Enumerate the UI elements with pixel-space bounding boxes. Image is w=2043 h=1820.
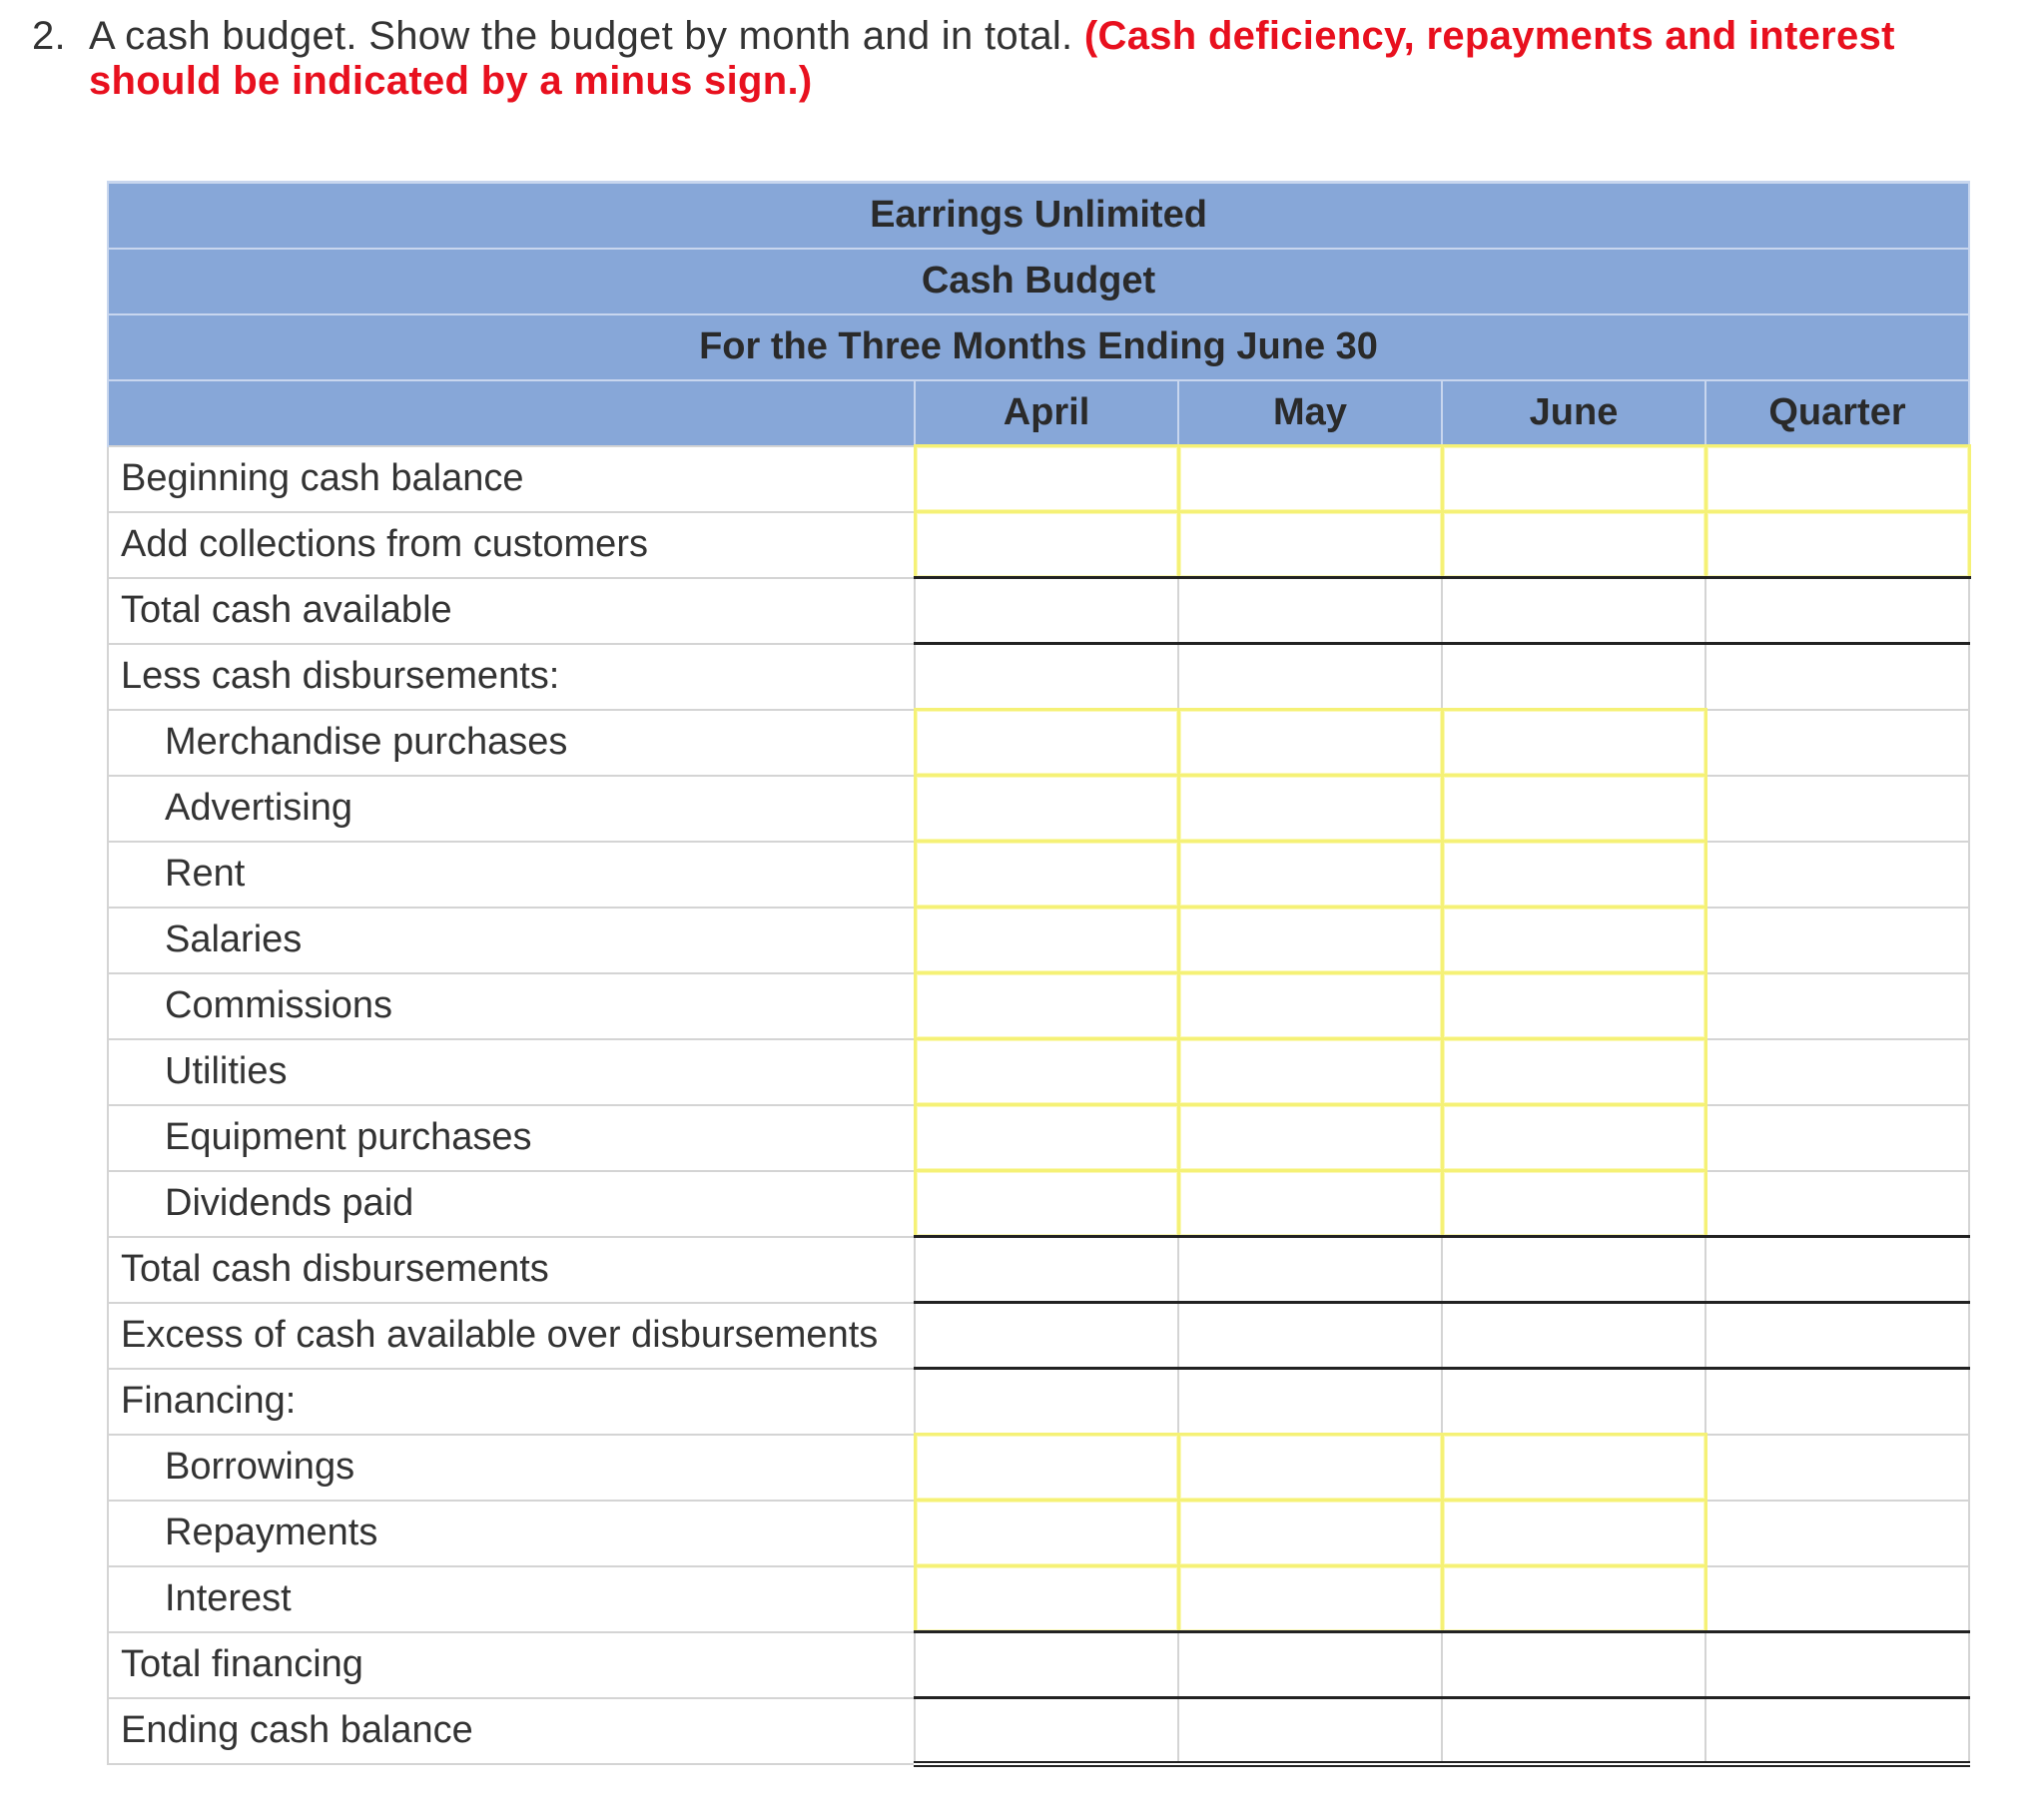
computed-cell-june (1442, 1369, 1705, 1435)
computed-cell-june (1442, 1303, 1705, 1369)
input-cell-june[interactable] (1442, 973, 1705, 1039)
computed-cell-quarter (1705, 578, 1969, 644)
row-label: Rent (108, 842, 915, 908)
table-row (108, 1435, 1969, 1501)
table-row (108, 578, 1969, 644)
input-cell-quarter[interactable] (1705, 446, 1969, 512)
column-header-june: June (1442, 380, 1705, 446)
computed-cell-quarter (1705, 1566, 1969, 1632)
input-cell-june[interactable] (1442, 446, 1705, 512)
computed-cell-quarter (1705, 1039, 1969, 1105)
input-cell-april[interactable] (915, 1171, 1178, 1237)
computed-cell-quarter (1705, 1237, 1969, 1303)
computed-cell-quarter (1705, 1435, 1969, 1501)
input-cell-quarter[interactable] (1705, 512, 1969, 578)
row-label: Utilities (108, 1039, 915, 1105)
input-cell-april[interactable] (915, 776, 1178, 842)
input-cell-june[interactable] (1442, 1501, 1705, 1566)
computed-cell-april (915, 1698, 1178, 1764)
input-cell-may[interactable] (1178, 512, 1442, 578)
input-cell-may[interactable] (1178, 973, 1442, 1039)
column-header-may: May (1178, 380, 1442, 446)
table-row (108, 512, 1969, 578)
input-cell-may[interactable] (1178, 1566, 1442, 1632)
table-row (108, 1171, 1969, 1237)
input-cell-april[interactable] (915, 1039, 1178, 1105)
input-cell-june[interactable] (1442, 1039, 1705, 1105)
budget-title: Cash Budget (108, 249, 1969, 314)
input-cell-may[interactable] (1178, 1171, 1442, 1237)
company-name: Earrings Unlimited (108, 183, 1969, 249)
computed-cell-may (1178, 1632, 1442, 1698)
cash-budget-table (107, 181, 1971, 1767)
table-row (108, 1303, 1969, 1369)
question-prompt: A cash budget. Show the budget by month and in total. (89, 14, 1073, 58)
computed-cell-quarter (1705, 1303, 1969, 1369)
input-cell-may[interactable] (1178, 776, 1442, 842)
computed-cell-may (1178, 1369, 1442, 1435)
input-cell-june[interactable] (1442, 1435, 1705, 1501)
input-cell-april[interactable] (915, 1501, 1178, 1566)
row-label: Beginning cash balance (108, 446, 915, 512)
row-label: Merchandise purchases (108, 710, 915, 776)
computed-cell-april (915, 1303, 1178, 1369)
column-header-april: April (915, 380, 1178, 446)
computed-cell-june (1442, 1698, 1705, 1764)
column-header-blank (108, 380, 915, 446)
computed-cell-quarter (1705, 1171, 1969, 1237)
input-cell-april[interactable] (915, 908, 1178, 973)
table-row (108, 446, 1969, 512)
input-cell-june[interactable] (1442, 512, 1705, 578)
computed-cell-quarter (1705, 1698, 1969, 1764)
computed-cell-quarter (1705, 1501, 1969, 1566)
input-cell-june[interactable] (1442, 908, 1705, 973)
budget-period: For the Three Months Ending June 30 (108, 314, 1969, 380)
input-cell-june[interactable] (1442, 1566, 1705, 1632)
computed-cell-quarter (1705, 973, 1969, 1039)
computed-cell-quarter (1705, 842, 1969, 908)
row-label: Repayments (108, 1501, 915, 1566)
computed-cell-quarter (1705, 908, 1969, 973)
input-cell-june[interactable] (1442, 1105, 1705, 1171)
row-label: Salaries (108, 908, 915, 973)
input-cell-may[interactable] (1178, 842, 1442, 908)
input-cell-april[interactable] (915, 512, 1178, 578)
input-cell-april[interactable] (915, 1105, 1178, 1171)
row-label: Total cash available (108, 578, 915, 644)
input-cell-april[interactable] (915, 446, 1178, 512)
budget-body (108, 446, 1969, 1764)
input-cell-april[interactable] (915, 842, 1178, 908)
computed-cell-may (1178, 1698, 1442, 1764)
computed-cell-may (1178, 644, 1442, 710)
computed-cell-june (1442, 644, 1705, 710)
table-row (108, 1501, 1969, 1566)
input-cell-april[interactable] (915, 1566, 1178, 1632)
computed-cell-june (1442, 1237, 1705, 1303)
table-row (108, 1632, 1969, 1698)
computed-cell-quarter (1705, 1105, 1969, 1171)
table-row (108, 1369, 1969, 1435)
input-cell-june[interactable] (1442, 1171, 1705, 1237)
input-cell-may[interactable] (1178, 1105, 1442, 1171)
computed-cell-april (915, 578, 1178, 644)
table-row (108, 644, 1969, 710)
question-instruction: (Cash deficiency, repayments and interest should be indicated by a minus sign.) (89, 14, 1895, 103)
computed-cell-april (915, 1632, 1178, 1698)
input-cell-may[interactable] (1178, 908, 1442, 973)
table-row (108, 1237, 1969, 1303)
computed-cell-may (1178, 578, 1442, 644)
computed-cell-may (1178, 1303, 1442, 1369)
company-header-row (108, 183, 1969, 249)
computed-cell-quarter (1705, 710, 1969, 776)
column-header-quarter: Quarter (1705, 380, 1969, 446)
question-number: 2. (32, 14, 66, 58)
computed-cell-quarter (1705, 776, 1969, 842)
computed-cell-june (1442, 578, 1705, 644)
row-label: Financing: (108, 1369, 915, 1435)
table-row (108, 1566, 1969, 1632)
input-cell-may[interactable] (1178, 1435, 1442, 1501)
row-label: Add collections from customers (108, 512, 915, 578)
computed-cell-quarter (1705, 1369, 1969, 1435)
row-label: Commissions (108, 973, 915, 1039)
input-cell-june[interactable] (1442, 776, 1705, 842)
row-label: Interest (108, 1566, 915, 1632)
table-row (108, 1039, 1969, 1105)
table-row (108, 973, 1969, 1039)
column-header-row (108, 380, 1969, 446)
row-label: Equipment purchases (108, 1105, 915, 1171)
row-label: Total financing (108, 1632, 915, 1698)
row-label: Excess of cash available over disbursements (108, 1303, 915, 1369)
computed-cell-june (1442, 1632, 1705, 1698)
row-label: Borrowings (108, 1435, 915, 1501)
row-label: Dividends paid (108, 1171, 915, 1237)
computed-cell-april (915, 1369, 1178, 1435)
input-cell-may[interactable] (1178, 1039, 1442, 1105)
input-cell-may[interactable] (1178, 446, 1442, 512)
table-row (108, 1698, 1969, 1764)
input-cell-june[interactable] (1442, 842, 1705, 908)
input-cell-april[interactable] (915, 1435, 1178, 1501)
question-text (32, 14, 1929, 104)
input-cell-may[interactable] (1178, 1501, 1442, 1566)
row-label: Advertising (108, 776, 915, 842)
input-cell-may[interactable] (1178, 710, 1442, 776)
input-cell-june[interactable] (1442, 710, 1705, 776)
computed-cell-may (1178, 1237, 1442, 1303)
table-row (108, 908, 1969, 973)
table-row (108, 776, 1969, 842)
title-header-row (108, 249, 1969, 314)
row-label: Total cash disbursements (108, 1237, 915, 1303)
computed-cell-quarter (1705, 1632, 1969, 1698)
computed-cell-quarter (1705, 644, 1969, 710)
row-label: Ending cash balance (108, 1698, 915, 1764)
table-row (108, 710, 1969, 776)
period-header-row (108, 314, 1969, 380)
computed-cell-april (915, 644, 1178, 710)
computed-cell-april (915, 1237, 1178, 1303)
row-label: Less cash disbursements: (108, 644, 915, 710)
input-cell-april[interactable] (915, 710, 1178, 776)
table-row (108, 1105, 1969, 1171)
input-cell-april[interactable] (915, 973, 1178, 1039)
table-row (108, 842, 1969, 908)
